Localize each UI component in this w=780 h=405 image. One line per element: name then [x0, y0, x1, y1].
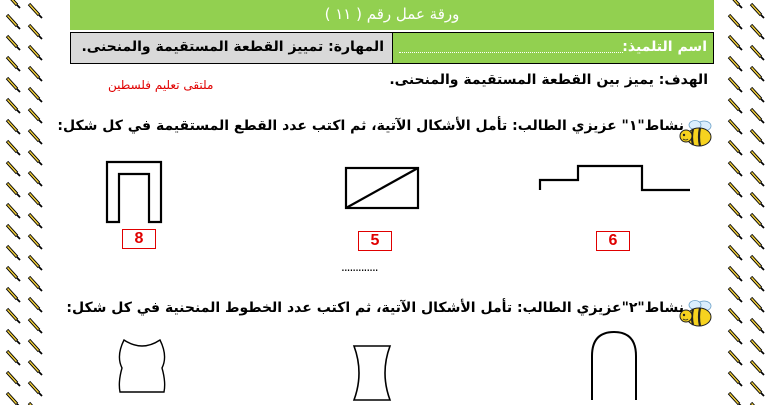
pencil-icon — [729, 15, 742, 29]
pencil-icon — [29, 130, 42, 144]
pencil-icon — [751, 382, 764, 396]
pencil-icon — [729, 330, 742, 344]
pencil-icon — [7, 15, 20, 29]
figure-arch-shape — [588, 330, 640, 402]
pencil-icon — [7, 267, 20, 281]
pencil-icon — [7, 309, 20, 323]
pencil-icon — [729, 225, 742, 239]
pencil-icon — [29, 298, 42, 312]
pencil-icon — [729, 141, 742, 155]
pencil-icon — [7, 246, 20, 260]
pencil-icon — [751, 193, 764, 207]
pencil-icon — [729, 372, 742, 386]
answer-box-3[interactable]: 6 — [596, 231, 630, 251]
pencil-icon — [7, 393, 20, 405]
goal-text: الهدف: يميز بين القطعة المستقيمة والمنحنى. — [389, 72, 708, 88]
pencil-icon — [7, 57, 20, 71]
pencil-icon — [29, 67, 42, 81]
pencil-icon — [7, 120, 20, 134]
pencil-icon — [29, 109, 42, 123]
pencil-icon — [7, 330, 20, 344]
pencil-icon — [29, 277, 42, 291]
bee-icon — [678, 296, 718, 330]
pencil-icon — [29, 382, 42, 396]
pencil-icon — [7, 0, 20, 8]
pencil-border-left — [0, 0, 58, 405]
activity-2-instruction: نشاط"٢"عزيزي الطالب: تأمل الأشكال الآتية، ثم اكتب عدد الخطوط المنحنية في كل شكل: — [66, 300, 684, 316]
pencil-icon — [729, 36, 742, 50]
pencil-icon — [751, 109, 764, 123]
pencil-icon — [751, 319, 764, 333]
figure-staircase — [538, 160, 692, 194]
pencil-icon — [729, 57, 742, 71]
pencil-icon — [29, 88, 42, 102]
pencil-icon — [7, 225, 20, 239]
answer-box-2[interactable]: 5 — [358, 231, 392, 251]
pencil-icon — [29, 235, 42, 249]
pencil-icon — [751, 151, 764, 165]
pencil-icon — [751, 256, 764, 270]
pencil-icon — [29, 361, 42, 375]
pencil-icon — [729, 99, 742, 113]
pencil-icon — [751, 277, 764, 291]
pencil-icon — [729, 288, 742, 302]
pencil-icon — [751, 172, 764, 186]
answer-box-1[interactable]: 8 — [122, 229, 156, 249]
pencil-icon — [29, 151, 42, 165]
pencil-icon — [7, 183, 20, 197]
pencil-icon — [29, 25, 42, 39]
pencil-icon — [751, 298, 764, 312]
student-name-label: اسم التلميذ: — [622, 39, 707, 55]
skill-cell — [71, 33, 393, 63]
pencil-icon — [7, 99, 20, 113]
pencil-icon — [729, 267, 742, 281]
student-name-cell[interactable] — [391, 33, 713, 63]
pencil-icon — [751, 46, 764, 60]
pencil-icon — [29, 256, 42, 270]
pencil-icon — [29, 319, 42, 333]
figure-n-shape — [105, 160, 163, 224]
pencil-icon — [729, 204, 742, 218]
pencil-icon — [751, 361, 764, 375]
dotted-separator: ............. — [341, 260, 378, 274]
pencil-icon — [751, 25, 764, 39]
pencil-icon — [751, 235, 764, 249]
pencil-icon — [7, 204, 20, 218]
forum-name: ملتقى تعليم فلسطين — [108, 78, 214, 92]
pencil-icon — [29, 4, 42, 18]
pencil-icon — [7, 141, 20, 155]
pencil-icon — [7, 351, 20, 365]
pencil-icon — [729, 162, 742, 176]
pencil-icon — [751, 4, 764, 18]
pencil-icon — [751, 340, 764, 354]
pencil-icon — [751, 67, 764, 81]
pencil-icon — [29, 214, 42, 228]
student-name-line — [399, 52, 623, 53]
skill-text: المهارة: تمييز القطعة المستقيمة والمنحنى. — [81, 39, 384, 55]
pencil-icon — [729, 351, 742, 365]
pencil-border-right — [722, 0, 780, 405]
pencil-icon — [29, 193, 42, 207]
figure-hourglass-curve — [350, 344, 394, 402]
pencil-icon — [7, 78, 20, 92]
pencil-icon — [29, 172, 42, 186]
pencil-icon — [729, 183, 742, 197]
pencil-icon — [751, 130, 764, 144]
pencil-icon — [29, 46, 42, 60]
pencil-icon — [751, 88, 764, 102]
worksheet-title: ورقة عمل رقم ( ١١ ) — [324, 5, 460, 23]
pencil-icon — [729, 120, 742, 134]
pencil-icon — [729, 0, 742, 8]
activity-1-instruction: نشاط"١" عزيزي الطالب: تأمل الأشكال الآتية، ثم اكتب عدد القطع المستقيمة في كل شكل: — [57, 118, 684, 134]
pencil-icon — [729, 309, 742, 323]
figure-shirt-shape — [116, 338, 168, 394]
worksheet-title-bar — [70, 0, 714, 30]
pencil-icon — [29, 340, 42, 354]
pencil-icon — [7, 288, 20, 302]
pencil-icon — [7, 162, 20, 176]
info-row — [70, 32, 714, 64]
pencil-icon — [7, 372, 20, 386]
pencil-icon — [751, 214, 764, 228]
pencil-icon — [7, 36, 20, 50]
pencil-icon — [729, 393, 742, 405]
figure-rectangle-diagonal — [344, 166, 420, 210]
pencil-icon — [729, 78, 742, 92]
bee-icon — [678, 116, 718, 150]
pencil-icon — [729, 246, 742, 260]
